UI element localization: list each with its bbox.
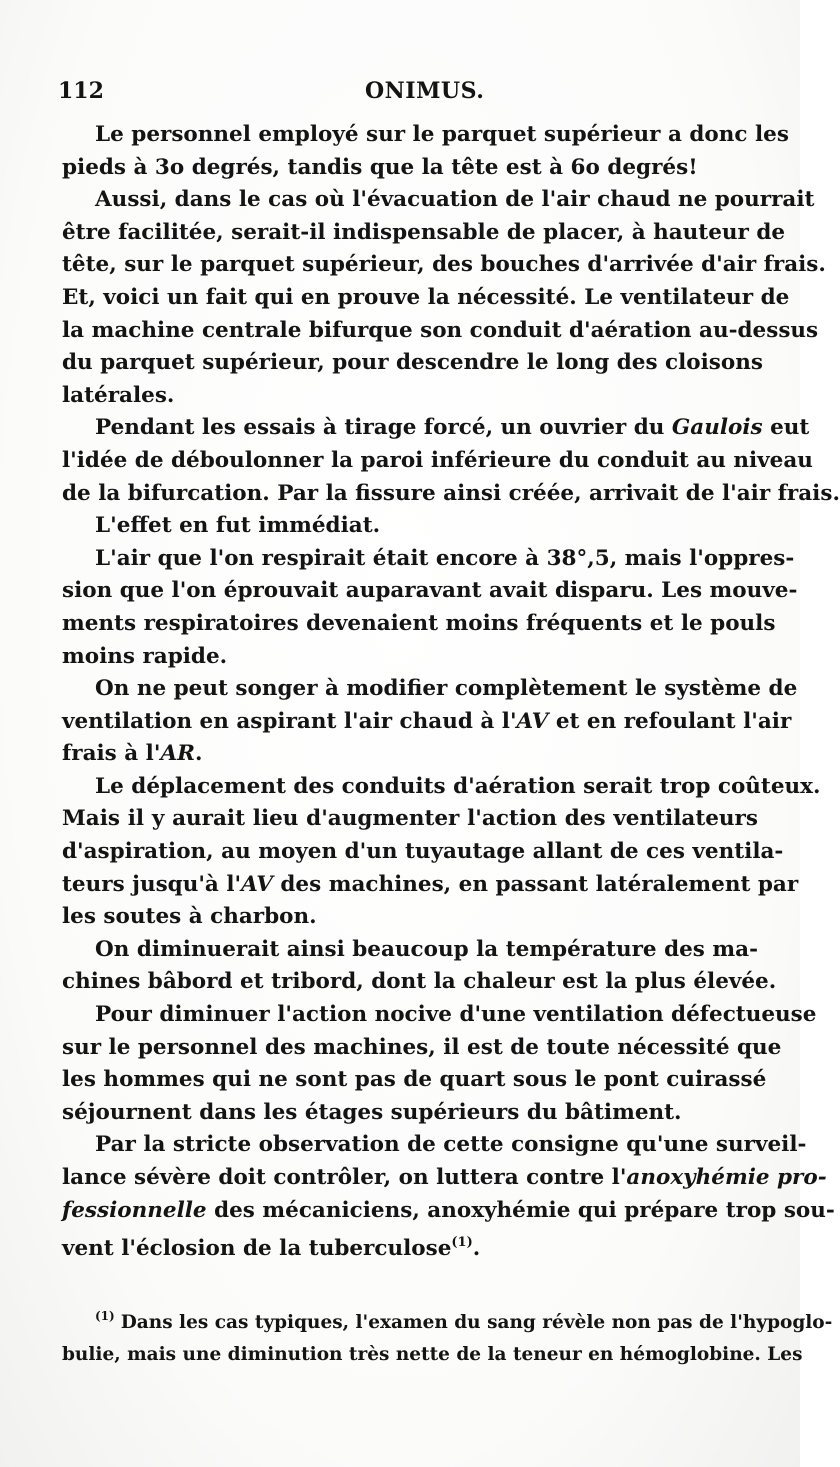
footnote-mark: (1) — [95, 1309, 115, 1323]
text-segment: Pendant les essais à tirage forcé, un ouvrier du — [95, 415, 672, 441]
text-line: ments respiratoires devenaient moins fréquents et le pouls — [62, 610, 776, 636]
text-segment: teurs jusqu'à l' — [62, 871, 242, 897]
text-segment: . — [195, 741, 203, 767]
text-line: tête, sur le parquet supérieur, des bouches d'arrivée d'air frais. — [62, 252, 826, 278]
footnote-line — [62, 1300, 833, 1339]
text-segment: Dans les cas typiques, l'examen du sang révèle non pas de l'hypoglo- — [120, 1312, 833, 1333]
abbrev-av: AV — [516, 708, 549, 734]
footnote-reference[interactable]: (1) — [451, 1235, 473, 1251]
text-line: de la bifurcation. Par la fissure ainsi créée, arrivait de l'air frais. — [62, 480, 840, 506]
text-line — [62, 738, 758, 771]
ship-name: Gaulois — [671, 415, 763, 441]
text-line: les soutes à charbon. — [62, 904, 317, 930]
text-line: moins rapide. — [62, 643, 228, 669]
text-line: L'effet en fut immédiat. — [95, 513, 381, 539]
text-segment: . — [472, 1236, 481, 1262]
text-segment: frais à l' — [62, 741, 161, 767]
text-line: Le personnel employé sur le parquet supérieur a donc les — [95, 122, 789, 147]
text-line: Mais il y aurait lieu d'augmenter l'action des ventilateurs — [62, 806, 758, 832]
text-segment: ventilation en aspirant l'air chaud à l' — [62, 708, 517, 734]
text-line — [62, 869, 799, 902]
text-line: Aussi, dans le cas où l'évacuation de l'air chaud ne pourrait — [95, 187, 815, 213]
text-line — [62, 1195, 835, 1228]
text-line — [62, 706, 792, 739]
text-line: Le déplacement des conduits d'aération serait trop coûteux. — [95, 773, 821, 799]
text-line — [62, 1227, 758, 1266]
text-line: la machine centrale bifurque son conduit d'aération au-dessus — [62, 317, 819, 343]
text-line: latérales. — [62, 382, 175, 408]
text-line: être facilitée, serait-il indispensable de placer, à hauteur de — [62, 219, 786, 245]
text-line: sion que l'on éprouvait auparavant avait disparu. Les mouve- — [62, 578, 798, 604]
text-line: l'idée de déboulonner la paroi inférieure du conduit au niveau — [62, 447, 813, 473]
text-line — [62, 412, 810, 445]
abbrev-ar: AR — [160, 741, 195, 767]
body-text — [62, 119, 840, 1266]
running-title: ONIMUS. — [365, 78, 485, 104]
text-segment: et en refoulant l'air — [548, 708, 792, 734]
text-segment: des mécaniciens, anoxyhémie qui prépare trop sou- — [206, 1197, 835, 1223]
page-header — [58, 78, 743, 108]
text-line: sur le personnel des machines, il est de toute nécessité que — [62, 1034, 782, 1060]
text-line: du parquet supérieur, pour descendre le long des cloisons — [62, 350, 763, 376]
text-line: pieds à 3o degrés, tandis que la tête est à 6o degrés! — [62, 154, 698, 180]
page-number: 112 — [58, 78, 104, 104]
text-line: chines bâbord et tribord, dont la chaleur est la plus élevée. — [62, 969, 777, 995]
text-line — [62, 1162, 827, 1195]
abbrev-av: AV — [241, 871, 273, 897]
text-segment: des machines, en passant latéralement par — [272, 871, 799, 897]
text-line: Pour diminuer l'action nocive d'une ventilation défectueuse — [95, 1002, 817, 1028]
text-line: On diminuerait ainsi beaucoup la température des ma- — [95, 936, 758, 962]
footnote-line: bulie, mais une diminution très nette de la teneur en hémoglobine. Les — [62, 1344, 803, 1365]
text-line: les hommes qui ne sont pas de quart sous le pont cuirassé — [62, 1067, 767, 1093]
text-line: d'aspiration, au moyen d'un tuyautage allant de ces ventila- — [62, 839, 784, 865]
text-line: On ne peut songer à modifier complètement le système de — [95, 676, 798, 702]
text-segment: lance sévère doit contrôler, on luttera contre l' — [62, 1165, 627, 1190]
emphasis-term: anoxyhémie pro- — [626, 1165, 827, 1190]
text-segment: eut — [762, 415, 810, 441]
text-segment: vent l'éclosion de la tuberculose — [62, 1236, 452, 1262]
text-line: séjournent dans les étages supérieurs du bâtiment. — [62, 1099, 682, 1125]
text-line: Par la stricte observation de cette consigne qu'une surveil- — [95, 1132, 807, 1158]
text-line: Et, voici un fait qui en prouve la nécessité. Le ventilateur de — [62, 284, 790, 310]
emphasis-term: fessionnelle — [62, 1197, 207, 1223]
text-line: L'air que l'on respirait était encore à 38°,5, mais l'oppres- — [95, 545, 795, 571]
footnote — [62, 1300, 833, 1371]
